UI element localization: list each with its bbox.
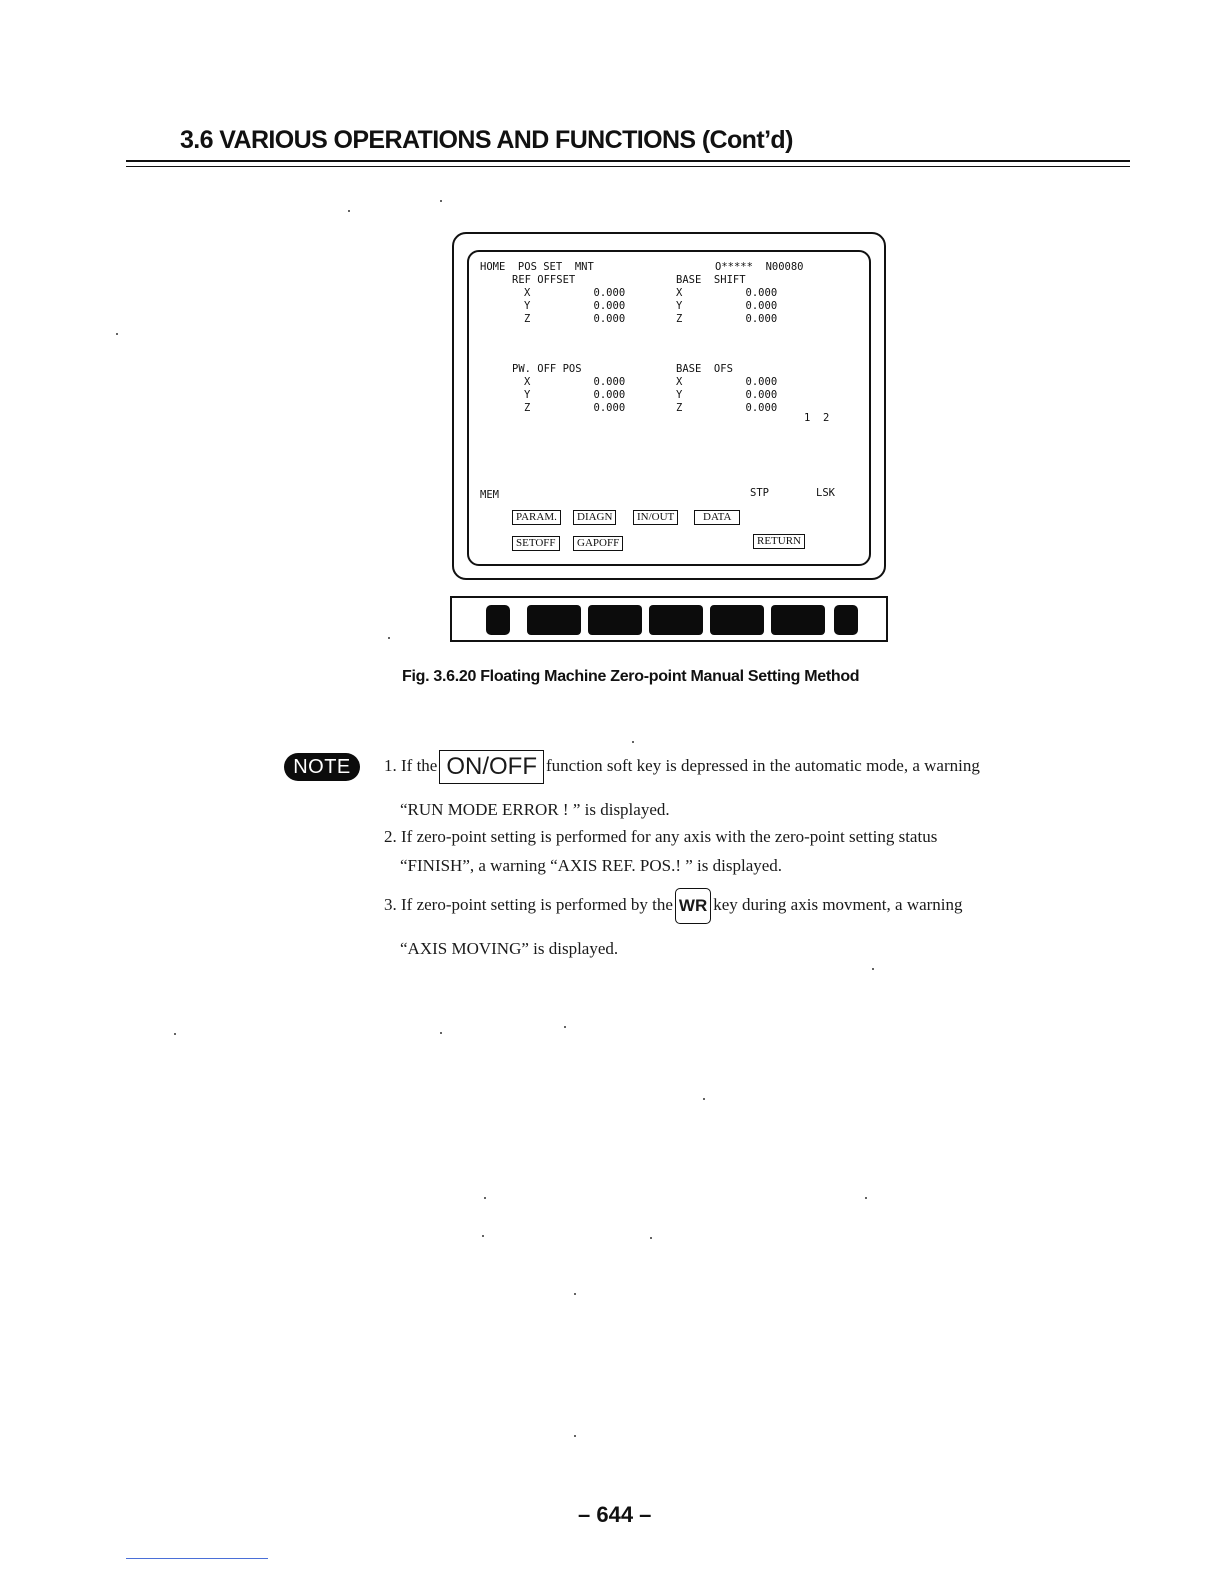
function-key-2[interactable] xyxy=(588,605,642,635)
on-off-key: ON/OFF xyxy=(439,750,544,784)
ref-offset-x: X 0.000 xyxy=(524,287,626,299)
scan-speck xyxy=(174,1033,176,1035)
base-shift-label: BASE SHIFT xyxy=(676,274,746,286)
function-key-4[interactable] xyxy=(710,605,764,635)
note-1 xyxy=(384,750,980,784)
page-number: – 644 – xyxy=(578,1502,652,1527)
note-3-start: 3. If zero-point setting is performed by the xyxy=(384,894,673,914)
figure-caption: Fig. 3.6.20 Floating Machine Zero-point Manual Setting Method xyxy=(402,668,860,685)
status-stp: STP xyxy=(750,487,769,499)
right-arrow-key[interactable] xyxy=(834,605,858,635)
function-key-3[interactable] xyxy=(649,605,703,635)
header-rule-thin xyxy=(126,166,1130,167)
screen-mode-line: HOME POS SET MNT xyxy=(480,261,594,273)
section-title: 3.6 VARIOUS OPERATIONS AND FUNCTIONS (Cont’d) xyxy=(180,126,793,154)
ref-offset-label: REF OFFSET xyxy=(512,274,576,286)
function-key-5[interactable] xyxy=(771,605,825,635)
note-badge: NOTE xyxy=(284,753,360,781)
note-1-end: function soft key is depressed in the automatic mode, a warning xyxy=(546,755,980,775)
note-3-end: key during axis movment, a warning xyxy=(713,894,963,914)
scan-speck xyxy=(564,1026,566,1028)
scan-speck xyxy=(872,968,874,970)
softkey-diagn[interactable]: DIAGN xyxy=(573,510,616,525)
scan-speck xyxy=(650,1237,652,1239)
base-shift-x: X 0.000 xyxy=(676,287,778,299)
base-ofs-y: Y 0.000 xyxy=(676,389,778,401)
scan-speck xyxy=(574,1435,576,1437)
note-3-continued: “AXIS MOVING” is displayed. xyxy=(400,939,619,958)
note-1-start: 1. If the xyxy=(384,755,438,775)
scan-speck xyxy=(440,200,442,202)
status-lsk: LSK xyxy=(816,487,835,499)
left-arrow-key[interactable] xyxy=(486,605,510,635)
base-ofs-x: X 0.000 xyxy=(676,376,778,388)
base-shift-z: Z 0.000 xyxy=(676,313,778,325)
softkey-param[interactable]: PARAM. xyxy=(512,510,561,525)
pw-off-pos-z: Z 0.000 xyxy=(524,402,626,414)
note-2: 2. If zero-point setting is performed for any axis with the zero-point setting status xyxy=(384,827,938,846)
scan-speck xyxy=(632,741,634,743)
wr-key: WR xyxy=(675,888,711,924)
scan-speck xyxy=(116,333,118,335)
scan-speck xyxy=(574,1293,576,1295)
note-3 xyxy=(384,888,963,924)
softkey-data[interactable]: DATA xyxy=(694,510,740,525)
softkey-gapoff[interactable]: GAPOFF xyxy=(573,536,623,551)
scan-speck xyxy=(440,1032,442,1034)
scan-speck xyxy=(865,1197,867,1199)
scan-speck xyxy=(703,1098,705,1100)
base-ofs-z: Z 0.000 xyxy=(676,402,778,414)
note-2-continued: “FINISH”, a warning “AXIS REF. POS.! ” is displayed. xyxy=(400,856,783,875)
function-key-1[interactable] xyxy=(527,605,581,635)
pw-off-pos-y: Y 0.000 xyxy=(524,389,626,401)
softkey-setoff[interactable]: SETOFF xyxy=(512,536,560,551)
softkey-in-out[interactable]: IN/OUT xyxy=(633,510,678,525)
scan-speck xyxy=(482,1235,484,1237)
scan-speck xyxy=(484,1197,486,1199)
mode-indicator: MEM xyxy=(480,489,499,501)
pw-off-pos-label: PW. OFF POS xyxy=(512,363,582,375)
page-indicator: 1 2 xyxy=(804,412,830,424)
header-rule xyxy=(126,160,1130,162)
base-ofs-label: BASE OFS xyxy=(676,363,733,375)
footer-line xyxy=(126,1558,268,1559)
ref-offset-y: Y 0.000 xyxy=(524,300,626,312)
scan-speck xyxy=(388,637,390,639)
note-1-continued: “RUN MODE ERROR ! ” is displayed. xyxy=(400,800,670,819)
ref-offset-z: Z 0.000 xyxy=(524,313,626,325)
softkey-return[interactable]: RETURN xyxy=(753,534,805,549)
screen-program-number: O***** N00080 xyxy=(715,261,804,273)
base-shift-y: Y 0.000 xyxy=(676,300,778,312)
scan-speck xyxy=(348,210,350,212)
pw-off-pos-x: X 0.000 xyxy=(524,376,626,388)
